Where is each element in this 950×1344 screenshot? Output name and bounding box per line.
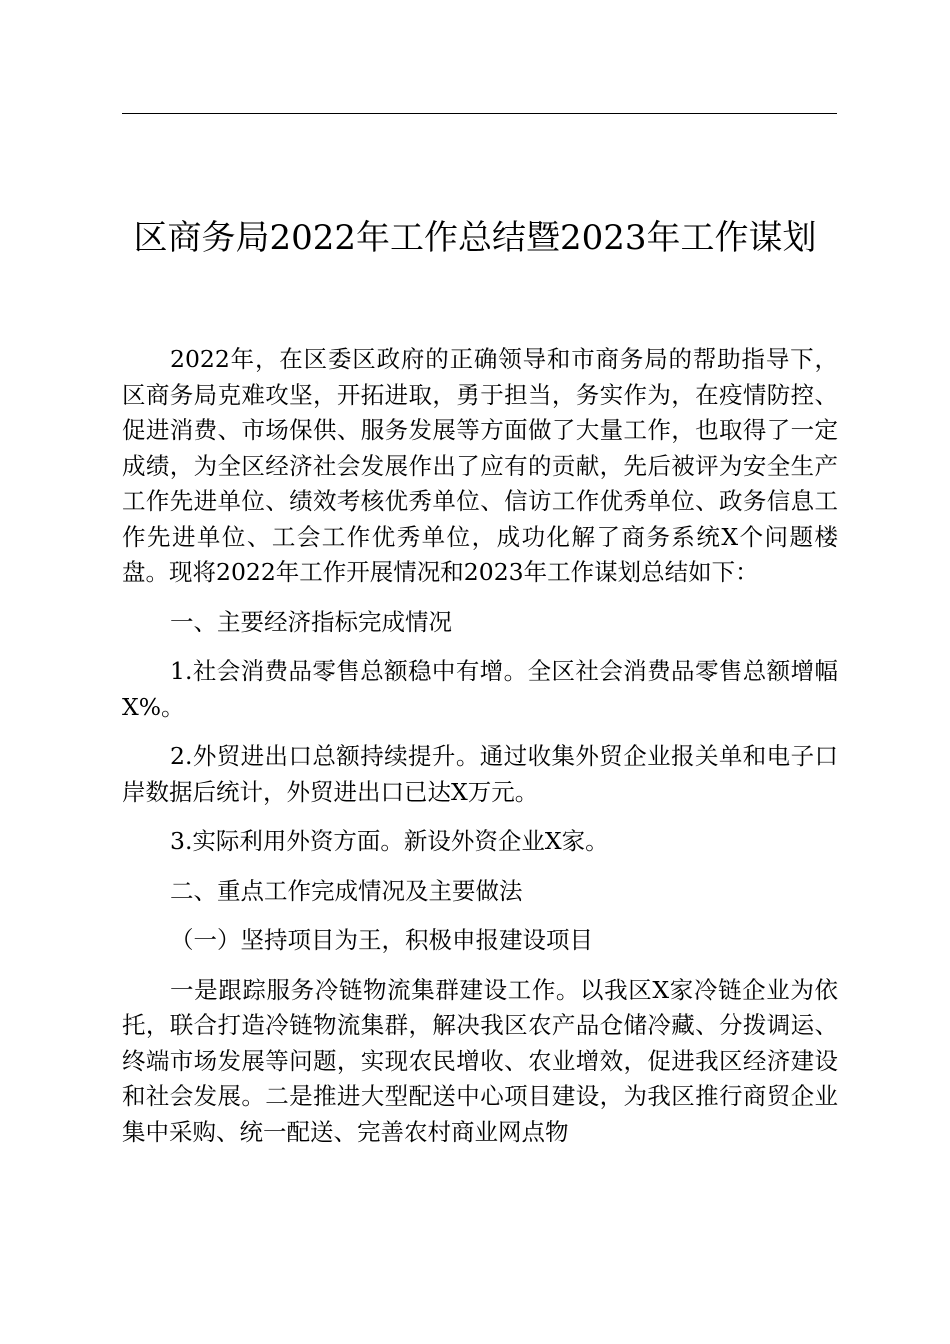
body-paragraph: 一是跟踪服务冷链物流集群建设工作。以我区X家冷链企业为依托，联合打造冷链物流集群，解决我区农产品仓储冷藏、分拨调运、终端市场发展等问题，实现农民增收、农业增效，促进我区经济建设和社会发展。二是推进大型配送中心项目建设，为我区推行商贸企业集中采购、统一配送、完善农村商业网点物: [122, 975, 838, 1146]
document-title: 区商务局2022年工作总结暨2023年工作谋划: [133, 218, 817, 258]
intro-paragraph: 2022年，在区委区政府的正确领导和市商务局的帮助指导下，区商务局克难攻坚，开拓进取，勇于担当，务实作为，在疫情防控、促进消费、市场保供、服务发展等方面做了大量工作，也取得了一定成绩，为全区经济社会发展作出了应有的贡献，先后被评为安全生产工作先进单位、绩效考核优秀单位、信访工作优秀单位、政务信息工作先进单位、工会工作优秀单位，成功化解了商务系统X个问题楼盘。现将2022年工作开展情况和2023年工作谋划总结如下：: [122, 345, 838, 586]
section-heading-2: 二、重点工作完成情况及主要做法: [170, 876, 523, 905]
indicator-item-1: 1.社会消费品零售总额稳中有增。全区社会消费品零售总额增幅X%。: [122, 657, 838, 721]
header-rule: [122, 113, 837, 114]
document-body: [122, 342, 838, 1150]
subsection-heading-1: （一）坚持项目为王，积极申报建设项目: [170, 926, 593, 954]
section-heading-1: 一、主要经济指标完成情况: [170, 607, 452, 636]
indicator-item-3: 3.实际利用外资方面。新设外资企业X家。: [170, 827, 609, 855]
indicator-item-2: 2.外贸进出口总额持续提升。通过收集外贸企业报关单和电子口岸数据后统计，外贸进出口已达X万元。: [122, 742, 838, 806]
